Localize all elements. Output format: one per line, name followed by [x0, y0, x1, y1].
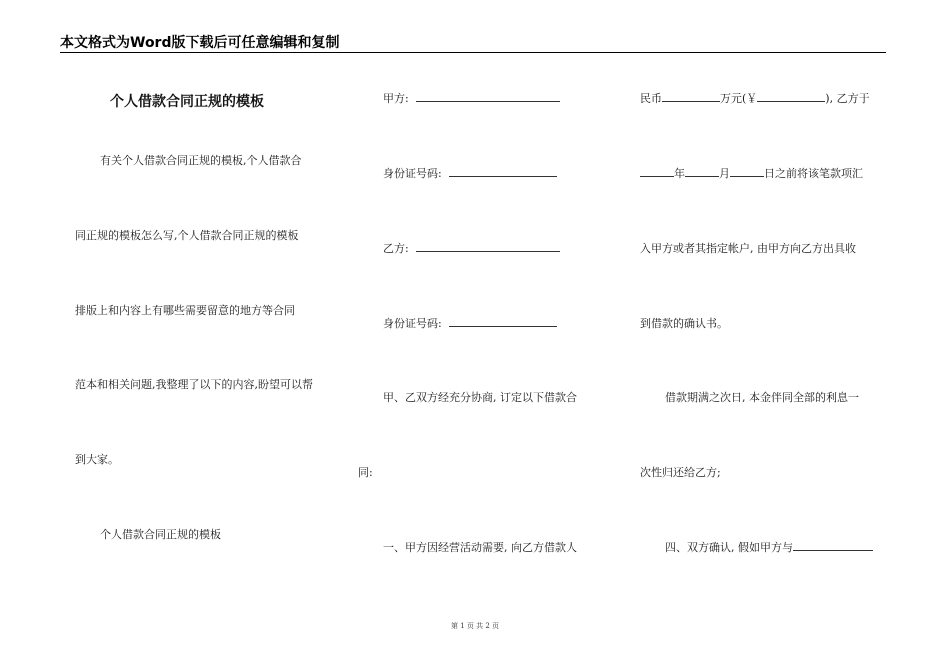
amount-yen-blank [757, 91, 825, 102]
party-b-on-text: ), 乙方于 [825, 92, 870, 105]
col3-line-6: 次性归还给乙方; [640, 466, 721, 479]
id-number-row-2 [383, 316, 557, 332]
party-b-label: 乙方: [383, 242, 409, 255]
amount-row [640, 91, 870, 107]
clause-4-text: 四、双方确认, 假如甲方与 [665, 541, 793, 554]
id-number-blank-2 [449, 316, 557, 327]
id-number-label-1: 身份证号码: [383, 167, 442, 180]
year-text: 年 [674, 167, 685, 180]
clause-4-blank [793, 540, 873, 551]
party-b-row [383, 241, 560, 257]
consultation-line: 甲、乙双方经充分协商, 订定以下借款合 [383, 391, 577, 404]
date-row [640, 166, 863, 182]
col3-line-5: 借款期满之次日, 本金伴同全部的利息一 [665, 391, 859, 404]
party-a-row [383, 91, 560, 107]
col1-line-5: 到大家。 [75, 453, 119, 466]
rmb-text: 民币 [640, 92, 662, 105]
wan-yuan-text: 万元(￥ [720, 92, 758, 105]
clause-1-line: 一、甲方因经营活动需要, 向乙方借款人 [383, 541, 577, 554]
col1-line-3: 排版上和内容上有哪些需要留意的地方等合同 [75, 304, 295, 317]
id-number-blank-1 [449, 166, 557, 177]
clause-4-row [665, 540, 873, 556]
day-blank [730, 166, 764, 177]
col1-line-2: 同正规的模板怎么写,个人借款合同正规的模板 [75, 229, 299, 242]
col1-line-1: 有关个人借款合同正规的模板,个人借款合 [100, 154, 302, 167]
party-b-blank [416, 241, 560, 252]
header-divider [60, 52, 886, 53]
col3-line-3: 入甲方或者其指定帐户, 由甲方向乙方出具收 [640, 242, 856, 255]
col1-line-4: 范本和相关问题,我整理了以下的内容,盼望可以帮 [75, 378, 313, 391]
year-blank [640, 166, 674, 177]
document-title: 个人借款合同正规的模板 [110, 94, 264, 110]
month-blank [685, 166, 719, 177]
col3-line-4: 到借款的确认书。 [640, 317, 728, 330]
amount-wan-blank [662, 91, 720, 102]
month-text: 月 [719, 167, 730, 180]
page-number: 第 1 页 共 2 页 [450, 622, 500, 630]
col1-subtitle: 个人借款合同正规的模板 [100, 528, 221, 541]
id-number-row-1 [383, 166, 557, 182]
id-number-label-2: 身份证号码: [383, 317, 442, 330]
party-a-blank [416, 91, 560, 102]
contract-colon-line: 同: [358, 466, 373, 479]
party-a-label: 甲方: [383, 92, 409, 105]
transfer-text: 日之前将该笔款项汇 [764, 167, 863, 180]
download-notice-header: 本文格式为Word版下载后可任意编辑和复制 [60, 35, 340, 51]
